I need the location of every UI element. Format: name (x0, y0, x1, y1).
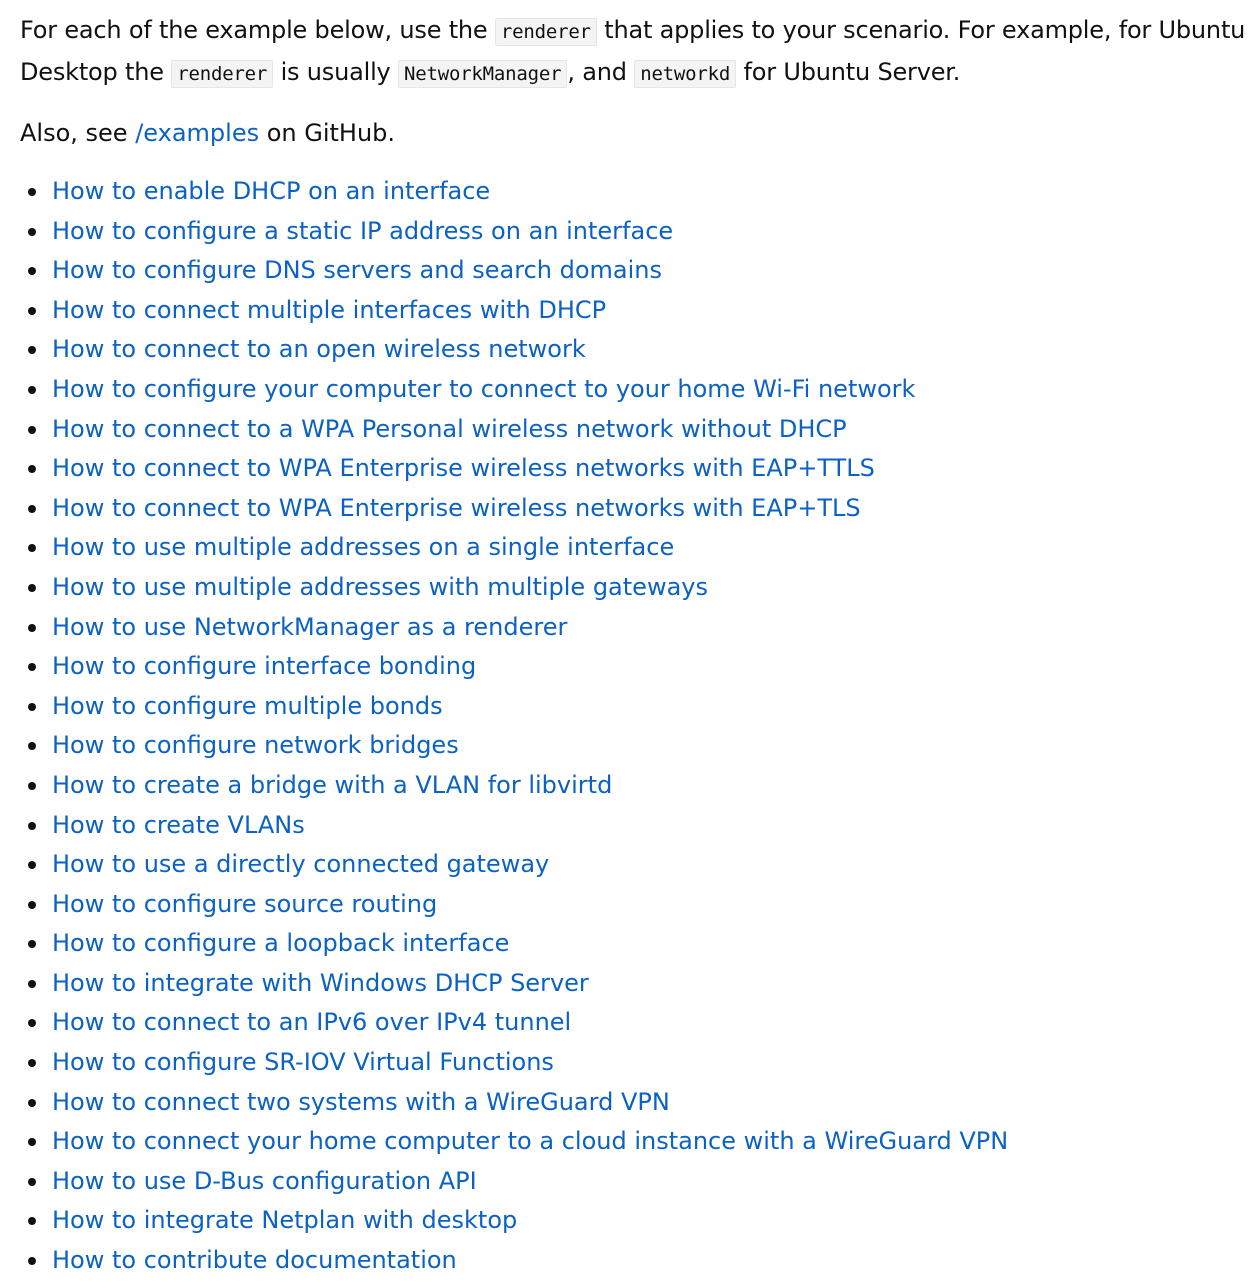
bullet-icon (28, 1059, 36, 1067)
list-item (20, 489, 1236, 529)
list-item (20, 449, 1236, 489)
list-item (20, 1241, 1236, 1281)
howto-link[interactable]: How to connect your home computer to a cloud instance with a WireGuard VPN (52, 1127, 1009, 1156)
bullet-icon (28, 742, 36, 750)
list-item (20, 410, 1236, 450)
list-item (20, 370, 1236, 410)
bullet-icon (28, 1178, 36, 1186)
howto-link[interactable]: How to enable DHCP on an interface (52, 177, 491, 205)
list-item (20, 568, 1236, 608)
bullet-icon (28, 782, 36, 790)
list-item (20, 608, 1236, 648)
howto-link[interactable]: How to configure multiple bonds (52, 691, 443, 720)
list-item (20, 845, 1236, 885)
howto-link[interactable]: How to connect to an open wireless network (52, 335, 586, 364)
howto-link[interactable]: How to connect to WPA Enterprise wireless networks with EAP+TLS (52, 493, 861, 522)
bullet-icon (28, 703, 36, 711)
bullet-icon (28, 426, 36, 434)
list-item (20, 1201, 1236, 1241)
bullet-icon (28, 1217, 36, 1225)
bullet-icon (28, 267, 36, 275)
list-item (20, 726, 1236, 766)
howto-list (20, 172, 1236, 1281)
bullet-icon (28, 386, 36, 394)
howto-link[interactable]: How to use D-Bus configuration API (52, 1166, 477, 1195)
list-item (20, 1043, 1236, 1083)
list-item (20, 172, 1236, 212)
howto-link[interactable]: How to configure your computer to connect to your home Wi-Fi network (52, 374, 916, 403)
list-item (20, 1083, 1236, 1123)
list-item (20, 766, 1236, 806)
intro-text-4: , and (567, 58, 635, 86)
bullet-icon (28, 624, 36, 632)
code-renderer-2: renderer (171, 60, 273, 88)
bullet-icon (28, 465, 36, 473)
list-item (20, 291, 1236, 331)
list-item (20, 1122, 1236, 1162)
bullet-icon (28, 1099, 36, 1107)
examples-link[interactable]: /examples (135, 119, 260, 147)
also-prefix: Also, see (20, 119, 136, 147)
intro-text-3: is usually (273, 58, 398, 86)
bullet-icon (28, 228, 36, 236)
howto-link[interactable]: How to use multiple addresses on a single interface (52, 533, 675, 562)
howto-link[interactable]: How to connect to WPA Enterprise wireless networks with EAP+TTLS (52, 454, 875, 483)
howto-link[interactable]: How to connect two systems with a WireGuard VPN (52, 1087, 670, 1116)
bullet-icon (28, 663, 36, 671)
bullet-icon (28, 307, 36, 315)
list-item (20, 647, 1236, 687)
intro-text-2b: Desktop the (20, 58, 172, 86)
bullet-icon (28, 544, 36, 552)
howto-link[interactable]: How to integrate Netplan with desktop (52, 1206, 518, 1235)
howto-link[interactable]: How to use NetworkManager as a renderer (52, 612, 568, 641)
intro-text-2a: that applies to your scenario. For example, for Ubuntu (596, 16, 1246, 44)
code-renderer: renderer (495, 18, 597, 46)
list-item (20, 885, 1236, 925)
list-item (20, 964, 1236, 1004)
code-networkd: networkd (634, 60, 736, 88)
list-item (20, 924, 1236, 964)
howto-link[interactable]: How to use a directly connected gateway (52, 850, 550, 879)
howto-link[interactable]: How to configure source routing (52, 889, 438, 918)
bullet-icon (28, 1257, 36, 1265)
also-paragraph (20, 113, 1236, 153)
howto-link[interactable]: How to configure interface bonding (52, 652, 477, 681)
howto-link[interactable]: How to configure DNS servers and search domains (52, 256, 663, 285)
howto-link[interactable]: How to configure SR-IOV Virtual Functions (52, 1048, 554, 1077)
list-item (20, 687, 1236, 727)
howto-link[interactable]: How to configure a loopback interface (52, 929, 510, 958)
bullet-icon (28, 1019, 36, 1027)
bullet-icon (28, 861, 36, 869)
bullet-icon (28, 1138, 36, 1146)
bullet-icon (28, 505, 36, 513)
intro-text-1: For each of the example below, use the (20, 16, 495, 44)
bullet-icon (28, 346, 36, 354)
howto-link[interactable]: How to use multiple addresses with multiple gateways (52, 572, 708, 601)
howto-link[interactable]: How to configure a static IP address on an interface (52, 216, 674, 245)
bullet-icon (28, 980, 36, 988)
howto-link[interactable]: How to connect to an IPv6 over IPv4 tunnel (52, 1008, 572, 1037)
bullet-icon (28, 822, 36, 830)
list-item (20, 806, 1236, 846)
howto-link[interactable]: How to create VLANs (52, 810, 305, 839)
howto-link[interactable]: How to connect to a WPA Personal wireless network without DHCP (52, 414, 847, 443)
bullet-icon (28, 940, 36, 948)
list-item (20, 528, 1236, 568)
also-suffix: on GitHub. (259, 119, 396, 147)
howto-link[interactable]: How to contribute documentation (52, 1246, 457, 1275)
intro-paragraph (20, 10, 1246, 94)
list-item (20, 1162, 1236, 1202)
howto-link[interactable]: How to integrate with Windows DHCP Server (52, 968, 589, 997)
code-networkmanager: NetworkManager (398, 60, 567, 88)
list-item (20, 1003, 1236, 1043)
list-item (20, 251, 1236, 291)
bullet-icon (28, 188, 36, 196)
howto-link[interactable]: How to create a bridge with a VLAN for libvirtd (52, 770, 613, 799)
howto-link[interactable]: How to connect multiple interfaces with DHCP (52, 295, 607, 324)
bullet-icon (28, 584, 36, 592)
bullet-icon (28, 901, 36, 909)
howto-link[interactable]: How to configure network bridges (52, 731, 459, 760)
list-item (20, 330, 1236, 370)
list-item (20, 212, 1236, 252)
intro-text-5: for Ubuntu Server. (736, 58, 961, 86)
